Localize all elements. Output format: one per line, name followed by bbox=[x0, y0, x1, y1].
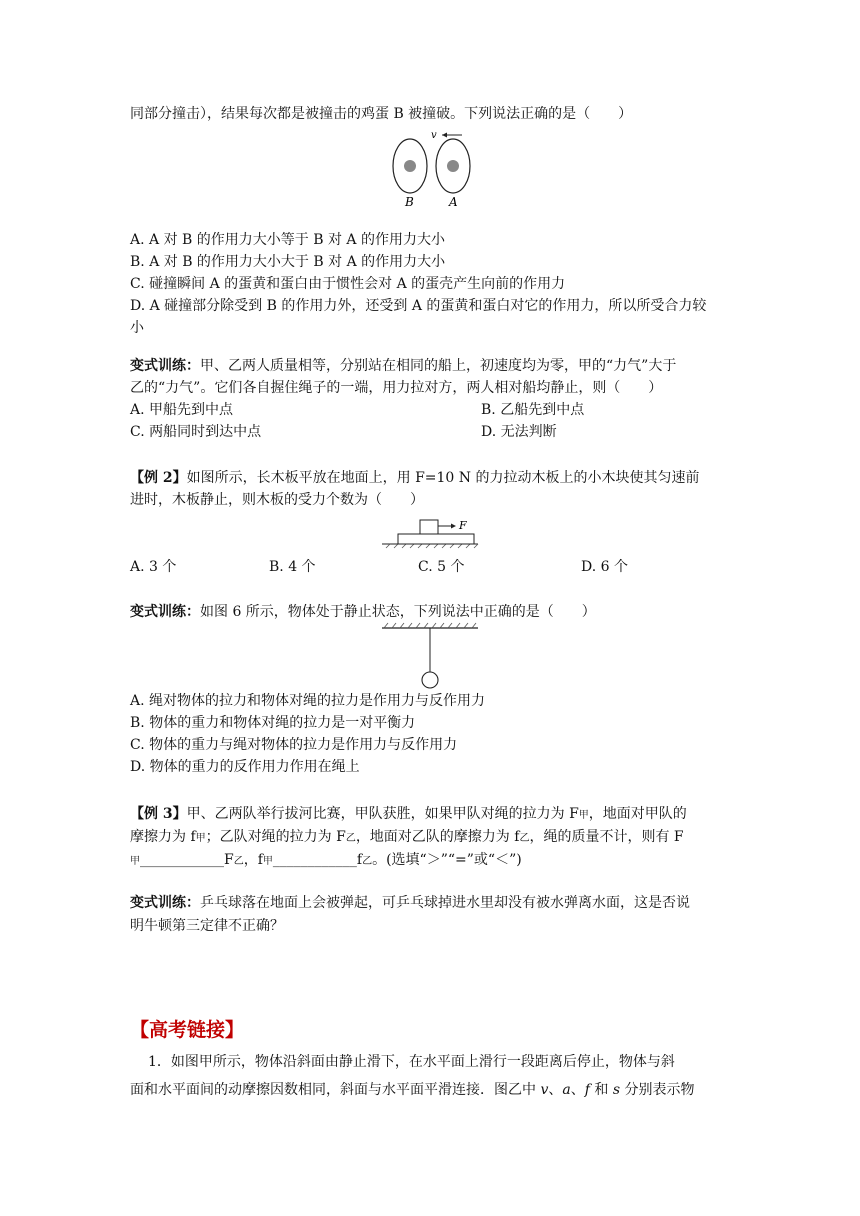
example2-line1 bbox=[130, 467, 699, 489]
example3-text2d: ，绳的质量不计，则有 F bbox=[529, 829, 684, 845]
ground-hatching bbox=[386, 544, 478, 548]
question-intro: 同部分撞击），结果每次都是被撞击的鸡蛋 B 被撞破。下列说法正确的是（ ） bbox=[130, 106, 633, 122]
gaokao-text2a: 面和水平面间的动摩擦因数相同，斜面与水平面平滑连接．图乙中 bbox=[130, 1082, 541, 1098]
egg-b-yolk bbox=[404, 160, 416, 172]
bianshi2-option-a: A. 绳对物体的拉力和物体对绳的拉力是作用力与反作用力 bbox=[130, 693, 486, 709]
bianshi2-text1: 如图 6 所示，物体处于静止状态，下列说法中正确的是（ ） bbox=[200, 604, 596, 620]
board-block-figure bbox=[382, 513, 478, 551]
example3-text1: 甲、乙两队举行拔河比赛，甲队获胜，如果甲队对绳的拉力为 F bbox=[186, 806, 579, 822]
bianshi2-option-c: C. 物体的重力与绳对物体的拉力是作用力与反作用力 bbox=[130, 737, 458, 753]
sub-yi-f: 乙 bbox=[519, 833, 530, 844]
sub-yi: 乙 bbox=[345, 833, 356, 844]
egg-a-label: A bbox=[449, 195, 458, 209]
example3-text3b: ，f bbox=[243, 852, 263, 868]
bianshi3-text2: 明牛顿第三定律不正确？ bbox=[130, 918, 284, 934]
blank-1[interactable]: ____________ bbox=[140, 852, 224, 868]
sub-jia-f: 甲 bbox=[195, 833, 206, 844]
small-block bbox=[420, 520, 438, 534]
bianshi1-option-b: B. 乙船先到中点 bbox=[481, 402, 585, 418]
sub-jia-f-line3: 甲 bbox=[262, 856, 273, 867]
example3-text1b: ，地面对甲队的 bbox=[588, 806, 687, 822]
gaokao-text1: 1．如图甲所示，物体沿斜面由静止滑下，在水平面上滑行一段距离后停止，物体与斜 bbox=[148, 1054, 675, 1070]
example2-option-a: A. 3 个 bbox=[130, 559, 177, 575]
symbol-a: a bbox=[562, 1082, 571, 1098]
bianshi1-option-d: D. 无法判断 bbox=[481, 424, 557, 440]
option-a: A. A 对 B 的作用力大小等于 B 对 A 的作用力大小 bbox=[130, 232, 445, 248]
example2-option-d: D. 6 个 bbox=[581, 559, 628, 575]
example3-text2c: ，地面对乙队的摩擦力为 f bbox=[355, 829, 520, 845]
bianshi1-text1: 甲、乙两人质量相等，分别站在相同的船上，初速度均为零，甲的“力气”大于 bbox=[200, 358, 677, 374]
hanging-ball-figure bbox=[382, 620, 478, 690]
example3-text3a: F bbox=[224, 852, 234, 868]
egg-collision-figure bbox=[388, 128, 478, 208]
gaokao-line2 bbox=[130, 1079, 694, 1101]
example3-line1 bbox=[130, 803, 687, 827]
bianshi1-label: 变式训练： bbox=[130, 358, 200, 374]
bianshi3-label: 变式训练： bbox=[130, 895, 200, 911]
symbol-f: f bbox=[584, 1082, 590, 1098]
blank-2[interactable]: ____________ bbox=[272, 852, 357, 868]
example2-label: 【例 2】 bbox=[130, 470, 187, 486]
sub-jia-line3: 甲 bbox=[130, 856, 140, 867]
sub-yi-f-line3: 乙 bbox=[362, 856, 373, 867]
option-b: B. A 对 B 的作用力大小大于 B 对 A 的作用力大小 bbox=[130, 254, 446, 270]
bianshi1-line1 bbox=[130, 355, 676, 377]
example2-option-c: C. 5 个 bbox=[418, 559, 465, 575]
symbol-s: s bbox=[612, 1082, 621, 1098]
bianshi2-option-b: B. 物体的重力和物体对绳的拉力是一对平衡力 bbox=[130, 715, 416, 731]
egg-b-label: B bbox=[405, 195, 414, 209]
example3-line2 bbox=[130, 826, 684, 850]
example3-label: 【例 3】 bbox=[130, 806, 187, 822]
hanging-ball bbox=[422, 672, 438, 688]
example2-text2: 进时，木板静止，则木板的受力个数为（ ） bbox=[130, 492, 424, 508]
bianshi2-label: 变式训练： bbox=[130, 604, 200, 620]
bianshi1-option-c: C. 两船同时到达中点 bbox=[130, 424, 262, 440]
bianshi2-option-d: D. 物体的重力的反作用力作用在绳上 bbox=[130, 759, 360, 775]
example2-text1: 如图所示，长木板平放在地面上，用 F=10 N 的力拉动木板上的小木块使其匀速前 bbox=[186, 470, 700, 486]
bianshi1-text2: 乙的“力气”。它们各自握住绳子的一端，用力拉对方，两人相对船均静止，则（ ） bbox=[130, 380, 663, 396]
sub-yi-line3: 乙 bbox=[233, 856, 244, 867]
example3-text3c: f bbox=[356, 852, 363, 868]
option-d: D. A 碰撞部分除受到 B 的作用力外，还受到 A 的蛋黄和蛋白对它的作用力，所以所受合力较 bbox=[130, 298, 707, 314]
bianshi3-line1 bbox=[130, 892, 690, 914]
option-d-continued: 小 bbox=[130, 320, 144, 336]
example3-text3d: 。(选填“＞”“=”或“＜”) bbox=[372, 852, 522, 868]
sep-1: 、 bbox=[548, 1082, 563, 1098]
and-text: 和 bbox=[589, 1082, 613, 1098]
sub-jia: 甲 bbox=[578, 810, 589, 821]
long-board bbox=[398, 534, 474, 544]
gaokao-heading: 【高考链接】 bbox=[130, 1019, 245, 1041]
example2-option-b: B. 4 个 bbox=[269, 559, 316, 575]
example3-line3 bbox=[130, 849, 522, 873]
bianshi2-line1 bbox=[130, 601, 596, 623]
velocity-label: v bbox=[431, 130, 437, 141]
bianshi3-text1: 乒乓球落在地面上会被弹起，可乒乓球掉进水里却没有被水弹离水面，这是否说 bbox=[200, 895, 690, 911]
sep-2: 、 bbox=[570, 1082, 585, 1098]
force-label: F bbox=[459, 519, 467, 532]
gaokao-text2b: 分别表示物 bbox=[620, 1082, 695, 1098]
example3-text2b: ；乙队对绳的拉力为 F bbox=[205, 829, 346, 845]
symbol-v: v bbox=[540, 1082, 549, 1098]
option-c: C. 碰撞瞬间 A 的蛋黄和蛋白由于惯性会对 A 的蛋壳产生向前的作用力 bbox=[130, 276, 566, 292]
ceiling-hatching bbox=[384, 623, 476, 628]
velocity-arrow-head bbox=[442, 133, 447, 138]
example3-text2: 摩擦力为 f bbox=[130, 829, 196, 845]
force-arrow-head bbox=[451, 524, 456, 529]
egg-a-yolk bbox=[447, 160, 459, 172]
bianshi1-option-a: A. 甲船先到中点 bbox=[130, 402, 234, 418]
